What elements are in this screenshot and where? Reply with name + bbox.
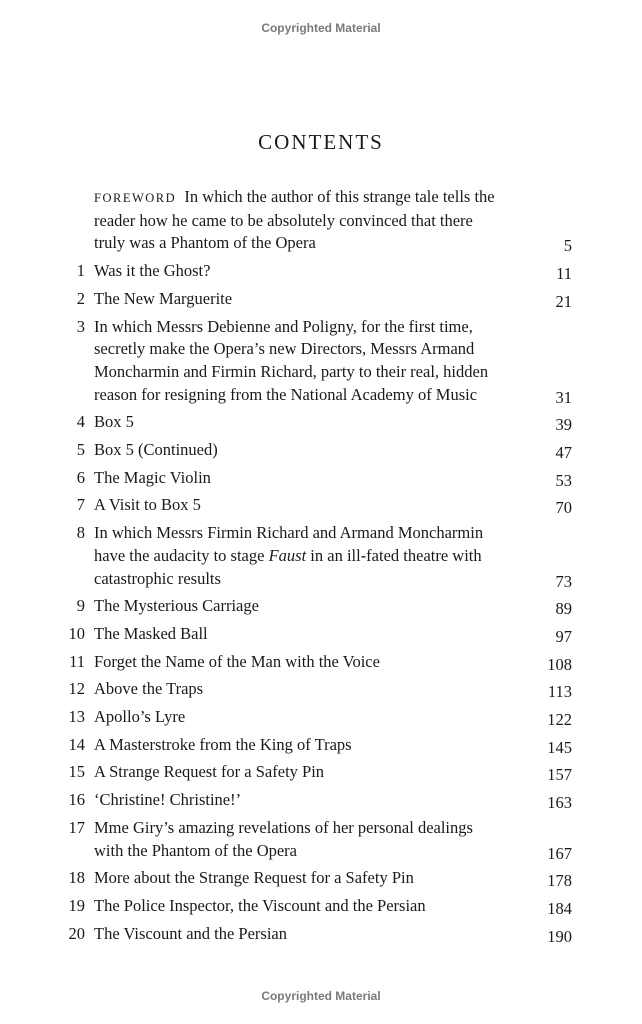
toc-entry-line: The Mysterious Carriage: [94, 596, 259, 616]
toc-entry-line: In which Messrs Firmin Richard and Armand Moncharmin: [94, 523, 484, 543]
toc-entry[interactable]: [0, 817, 642, 862]
toc-chapter-number: 3: [76, 316, 85, 336]
toc-chapter-number: 12: [68, 679, 85, 699]
toc-entry[interactable]: [0, 260, 642, 283]
toc-page-number: 157: [547, 765, 572, 785]
toc-entry-line: More about the Strange Request for a Safety Pin: [94, 868, 414, 888]
page-title: CONTENTS: [258, 130, 384, 154]
toc-entry-line: A Strange Request for a Safety Pin: [94, 762, 325, 782]
toc-page-number: 5: [563, 236, 572, 256]
foreword-label: FOREWORD: [94, 191, 177, 205]
toc-page-number: 31: [555, 387, 572, 407]
toc-entry[interactable]: [0, 651, 642, 674]
toc-entry-line: In which Messrs Debienne and Poligny, for the first time,: [94, 316, 473, 336]
toc-page-number: 167: [547, 843, 572, 863]
toc-chapter-number: 6: [76, 467, 85, 487]
toc-entry[interactable]: [0, 595, 642, 618]
toc-chapter-number: 17: [68, 817, 85, 837]
toc-chapter-number: 19: [68, 895, 85, 915]
toc-entry-line: Box 5 (Continued): [94, 440, 218, 460]
table-of-contents: [0, 186, 642, 950]
toc-chapter-number: 8: [76, 523, 85, 543]
toc-chapter-number: 7: [76, 495, 85, 515]
toc-entry-line: [94, 186, 564, 210]
toc-entry[interactable]: [0, 789, 642, 812]
toc-page-number: 122: [547, 710, 572, 730]
toc-entry-line: Moncharmin and Firmin Richard, party to their real, hidden: [94, 361, 489, 381]
toc-chapter-number: 9: [76, 596, 85, 616]
toc-entry[interactable]: [0, 623, 642, 646]
toc-page-number: 70: [555, 498, 572, 518]
toc-chapter-number: 18: [68, 868, 85, 888]
toc-chapter-number: 15: [68, 762, 85, 782]
toc-entry[interactable]: [0, 316, 642, 407]
foreword-line-1: reader how he came to be absolutely convinced that there: [94, 210, 473, 230]
toc-entry[interactable]: [0, 895, 642, 918]
toc-page-number: 178: [547, 871, 572, 891]
toc-entry[interactable]: [0, 467, 642, 490]
toc-chapter-number: 20: [68, 923, 85, 943]
toc-chapter-number: 13: [68, 707, 85, 727]
toc-page-number: 145: [547, 737, 572, 757]
toc-entry-line: Was it the Ghost?: [94, 261, 211, 281]
toc-page-number: 113: [547, 682, 572, 702]
toc-entry[interactable]: [0, 678, 642, 701]
toc-page-number: 39: [555, 415, 572, 435]
toc-page-number: 47: [555, 443, 572, 463]
foreword-line-0: In which the author of this strange tale tells the: [184, 187, 495, 206]
toc-entry[interactable]: [0, 494, 642, 517]
toc-page-number: 73: [555, 571, 572, 591]
toc-page-number: 11: [556, 264, 572, 284]
toc-entry-line: Above the Traps: [94, 679, 204, 699]
toc-entry-line: The Police Inspector, the Viscount and the Persian: [94, 895, 426, 915]
toc-entry-foreword[interactable]: [0, 186, 642, 255]
toc-entry[interactable]: [0, 761, 642, 784]
toc-entry[interactable]: [0, 923, 642, 946]
toc-entry-line: reason for resigning from the National Academy of Music: [94, 384, 478, 404]
toc-chapter-number: 5: [76, 440, 85, 460]
toc-entry-line: The Masked Ball: [94, 623, 208, 643]
toc-entry[interactable]: [0, 439, 642, 462]
toc-chapter-number: 2: [76, 288, 85, 308]
watermark-top: Copyrighted Material: [261, 21, 381, 35]
watermark-bottom: Copyrighted Material: [261, 989, 381, 1003]
foreword-line-2: truly was a Phantom of the Opera: [94, 233, 316, 253]
toc-page-number: 163: [547, 793, 572, 813]
toc-entry-line: Apollo’s Lyre: [94, 707, 186, 727]
toc-entry[interactable]: [0, 522, 642, 590]
toc-chapter-number: 4: [76, 412, 85, 432]
toc-entry-line: The Viscount and the Persian: [94, 923, 287, 943]
toc-entry[interactable]: [0, 411, 642, 434]
toc-chapter-number: 16: [68, 790, 85, 810]
toc-entry-line: A Masterstroke from the King of Traps: [94, 734, 352, 754]
toc-entry[interactable]: [0, 734, 642, 757]
toc-chapter-number: 10: [68, 623, 85, 643]
toc-page-number: 190: [547, 926, 572, 946]
toc-page-number: 89: [555, 599, 572, 619]
toc-entry[interactable]: [0, 867, 642, 890]
toc-entry-line: The New Marguerite: [94, 288, 233, 308]
toc-entry-line: with the Phantom of the Opera: [94, 840, 297, 860]
toc-entry-line: Box 5: [94, 412, 134, 432]
toc-entry-line: A Visit to Box 5: [94, 495, 201, 515]
toc-entry-line: The Magic Violin: [94, 467, 211, 487]
toc-page-number: 184: [547, 898, 572, 918]
toc-page-number: 53: [555, 470, 572, 490]
toc-page-number: 21: [555, 291, 572, 311]
toc-chapter-number: 11: [69, 651, 85, 671]
toc-page-number: 97: [555, 626, 572, 646]
toc-entry-line: Forget the Name of the Man with the Voice: [94, 651, 380, 671]
toc-entry[interactable]: [0, 288, 642, 311]
toc-chapter-number: 1: [76, 261, 85, 281]
toc-entry-line: have the audacity to stage Faust in an ill-fated theatre with: [94, 545, 482, 565]
toc-entry-line: catastrophic results: [94, 568, 221, 588]
toc-entry[interactable]: [0, 706, 642, 729]
toc-entry-line: ‘Christine! Christine!’: [94, 790, 242, 810]
toc-page-number: 108: [547, 654, 572, 674]
toc-chapter-number: 14: [68, 734, 85, 754]
toc-entry-line: secretly make the Opera’s new Directors, Messrs Armand: [94, 339, 475, 359]
toc-entry-line: Mme Giry’s amazing revelations of her personal dealings: [94, 817, 473, 837]
